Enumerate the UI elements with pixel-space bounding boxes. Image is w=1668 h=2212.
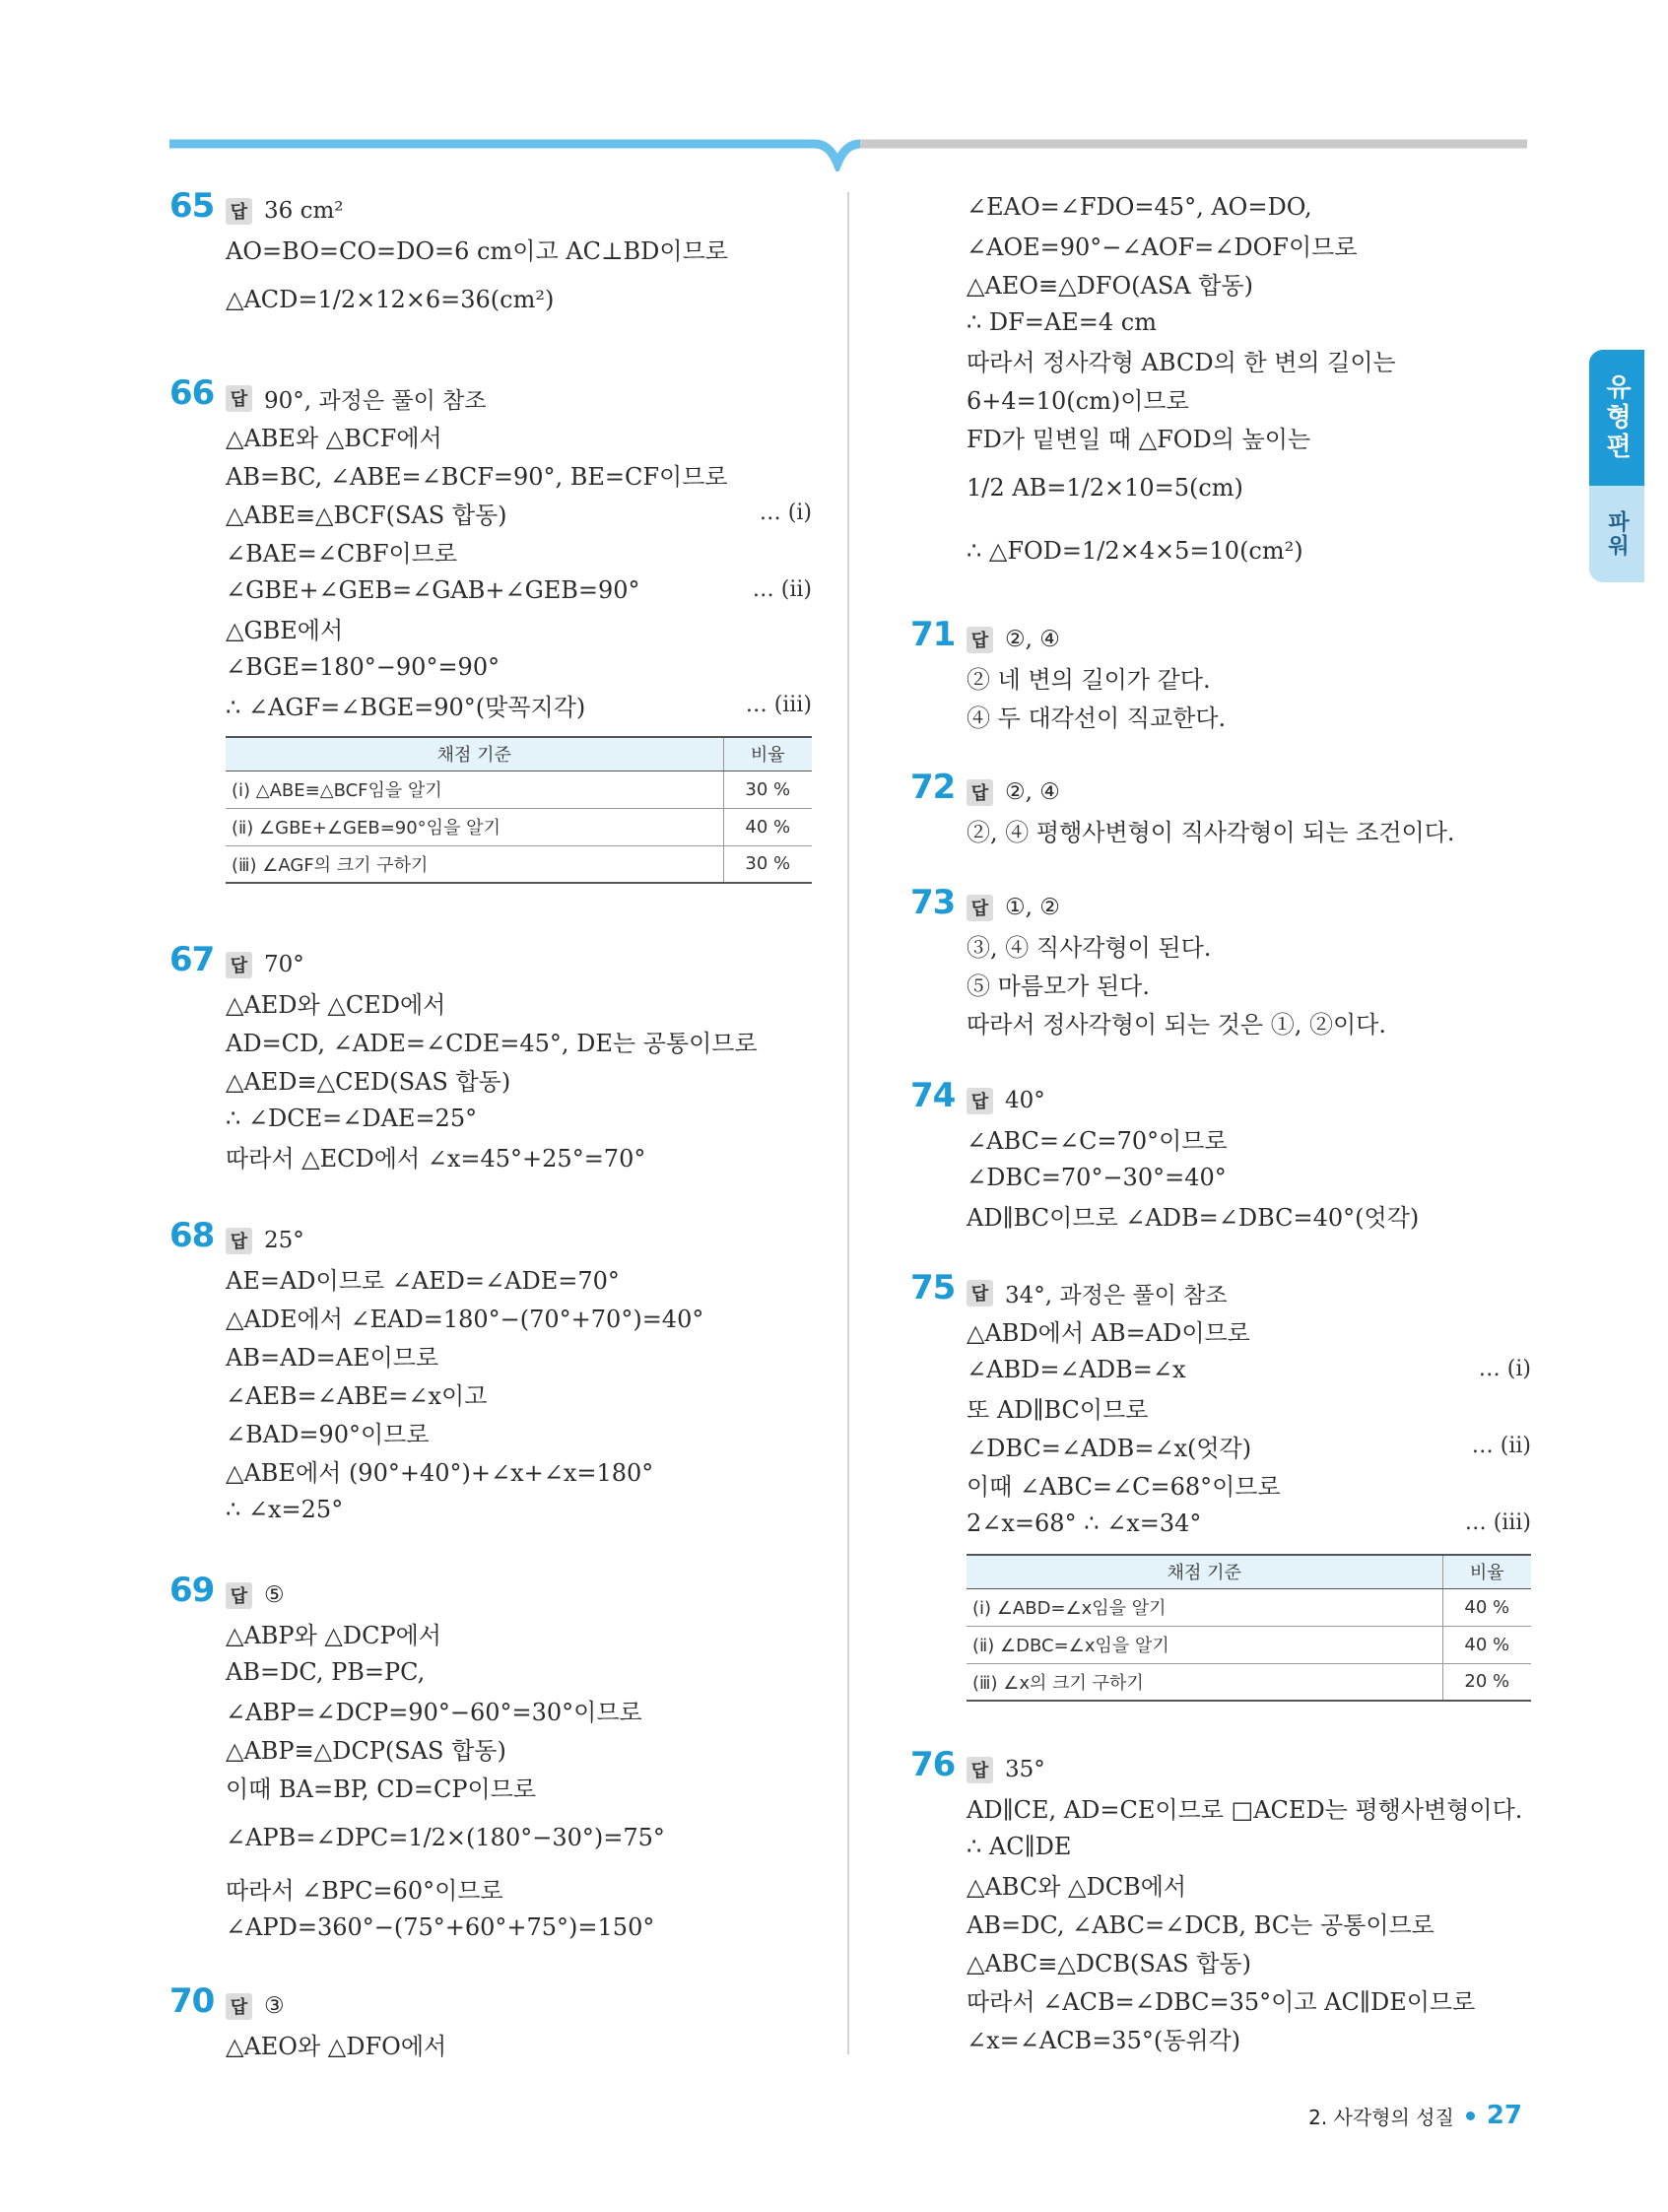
problem-number: 73 [910, 883, 956, 922]
solution-text: △ABE≡△BCF(SAS 합동) [226, 502, 507, 529]
column-divider [847, 192, 849, 2054]
solution-text: ∠DBC=70°−30°=40° [967, 1163, 1227, 1191]
solution-line [967, 264, 1531, 302]
grading-ratio: 20 % [1442, 1663, 1531, 1701]
problem-number: 75 [910, 1268, 956, 1307]
answer-row [967, 1274, 1531, 1311]
solution-line [226, 268, 812, 331]
solution-text: 또 AD∥BC이므로 [967, 1396, 1149, 1424]
solution-line [226, 1022, 812, 1060]
solution-text: 따라서 ∠BPC=60°이므로 [226, 1877, 503, 1905]
solution-line [967, 965, 1531, 1003]
solution-line [967, 1388, 1531, 1427]
problem-block [910, 883, 1531, 1041]
grading-ratio: 30 % [723, 845, 812, 883]
step-marker: … (ⅰ) [759, 501, 812, 525]
grading-criterion: (ⅱ) ∠DBC=∠x임을 알기 [967, 1626, 1442, 1663]
answer-text: 25° [264, 1228, 304, 1253]
solution-text: ∠GBE+∠GEB=∠GAB+∠GEB=90° [226, 575, 640, 604]
solution-text: ∠BGE=180°−90°=90° [226, 652, 500, 681]
problem-block [910, 768, 1531, 849]
solution-line [226, 1691, 812, 1729]
solution-text: ∠ABD=∠ADB=∠x [967, 1355, 1186, 1383]
answer-badge-icon: 답 [967, 895, 993, 921]
solution-line [967, 2019, 1531, 2057]
answer-badge-icon: 답 [226, 952, 252, 978]
grading-table [226, 736, 812, 884]
answer-row [967, 621, 1531, 658]
problem-block [169, 1216, 812, 1528]
solution-line [226, 1614, 812, 1652]
solution-text: AB=DC, ∠ABC=∠DCB, BC는 공통이므로 [967, 1911, 1434, 1939]
solution-line [226, 1652, 812, 1691]
answer-badge-icon: 답 [226, 1228, 252, 1254]
answer-badge-icon: 답 [967, 1280, 993, 1307]
answer-text: ①, ② [1005, 895, 1060, 920]
solution-line [226, 230, 812, 268]
grading-row [226, 771, 812, 808]
solution-text: ∠APD=360°−(75°+60°+75°)=150° [226, 1912, 655, 1941]
solution-line [967, 187, 1531, 226]
solution-text: 2∠x=68° ∴ ∠x=34° [967, 1508, 1202, 1537]
answer-text: ②, ④ [1005, 779, 1060, 805]
answer-badge-icon: 답 [226, 385, 252, 412]
grading-row [226, 845, 812, 883]
problem-block [169, 1981, 812, 2063]
page-footer [1308, 2101, 1522, 2130]
solution-text: 1/2 AB=1/2×10=5(cm) [967, 474, 1243, 502]
solution-line [967, 1311, 1531, 1350]
solution-text: △GBE에서 [226, 617, 344, 644]
solution-line [967, 456, 1531, 519]
solution-line [967, 379, 1531, 418]
solution-body [967, 889, 1531, 1041]
answer-row [226, 1222, 812, 1259]
solution-line [967, 302, 1531, 341]
grading-ratio: 40 % [1442, 1588, 1531, 1626]
problem-number: 71 [910, 615, 956, 654]
solution-line [226, 570, 812, 609]
answer-text: 34°, 과정은 풀이 참조 [1005, 1282, 1228, 1308]
problem-block [169, 373, 812, 884]
grading-row [226, 808, 812, 845]
solution-body [226, 379, 812, 884]
answer-badge-icon: 답 [226, 1993, 252, 2020]
grading-criterion: (ⅱ) ∠GBE+∠GEB=90°임을 알기 [226, 808, 723, 845]
answer-badge-icon: 답 [967, 779, 993, 806]
solution-line [967, 1465, 1531, 1504]
solution-text: 이때 BA=BP, CD=CP이므로 [226, 1776, 537, 1803]
answer-badge-icon: 답 [967, 627, 993, 653]
answer-badge-icon: 답 [967, 1757, 993, 1783]
solution-text: ∴ ∠DCE=∠DAE=25° [226, 1104, 478, 1132]
answer-text: 36 cm² [264, 198, 344, 224]
solution-line [967, 926, 1531, 965]
problem-number: 70 [169, 1981, 215, 2021]
solution-text: △ABE와 △BCF에서 [226, 425, 442, 452]
grading-header-criteria: 채점 기준 [226, 737, 723, 771]
solution-text: ∠AEB=∠ABE=∠x이고 [226, 1382, 488, 1410]
solution-line [226, 1413, 812, 1451]
grading-criterion: (ⅲ) ∠x의 크기 구하기 [967, 1663, 1442, 1701]
problem-block [910, 1268, 1531, 1702]
solution-body [226, 946, 812, 1175]
solution-text: ∴ AC∥DE [967, 1832, 1072, 1860]
solution-text: AB=AD=AE이므로 [226, 1344, 439, 1372]
solution-text: ∠DBC=∠ADB=∠x(엇각) [967, 1435, 1252, 1462]
solution-text: ∴ ∠x=25° [226, 1495, 344, 1523]
problem-block [169, 186, 812, 331]
solution-text: 따라서 ∠ACB=∠DBC=35°이고 AC∥DE이므로 [967, 1988, 1476, 2016]
answer-row [226, 1576, 812, 1614]
solution-body [967, 1082, 1531, 1235]
solution-line [226, 1908, 812, 1946]
grading-header-criteria: 채점 기준 [967, 1555, 1442, 1588]
solution-body [967, 1751, 1531, 2057]
solution-line [967, 1003, 1531, 1041]
solution-text: ⑤ 마름모가 된다. [967, 972, 1150, 1000]
footer-dot-icon [1466, 2111, 1475, 2120]
solution-text: 따라서 △ECD에서 ∠x=45°+25°=70° [226, 1145, 646, 1173]
solution-text: ∠x=∠ACB=35°(동위각) [967, 2027, 1241, 2054]
solution-line [226, 1336, 812, 1374]
grading-criterion: (ⅰ) ∠ABD=∠x임을 알기 [967, 1588, 1442, 1626]
solution-text: △ACD=1/2×12×6=36(cm²) [226, 286, 555, 313]
problem-block [169, 940, 812, 1175]
solution-line [967, 1350, 1531, 1388]
problem-number: 67 [169, 940, 215, 979]
step-marker: … (ⅱ) [1471, 1434, 1531, 1458]
solution-line [226, 609, 812, 647]
solution-line [226, 1451, 812, 1490]
grading-criterion: (ⅲ) ∠AGF의 크기 구하기 [226, 845, 723, 883]
problem-block [910, 187, 1531, 582]
solution-text: AD∥BC이므로 ∠ADB=∠DBC=40°(엇각) [967, 1204, 1420, 1232]
answer-row [967, 889, 1531, 926]
grading-header-ratio: 비율 [1442, 1555, 1531, 1588]
solution-text: △AEO와 △DFO에서 [226, 2033, 447, 2060]
solution-text: △ABP≡△DCP(SAS 합동) [226, 1737, 506, 1765]
problem-block [910, 1745, 1531, 2057]
solution-line [226, 647, 812, 686]
problem-block [169, 1571, 812, 1946]
section-tab[interactable] [1589, 350, 1644, 582]
grading-ratio: 40 % [723, 808, 812, 845]
solution-text: ∠EAO=∠FDO=45°, AO=DO, [967, 192, 1312, 221]
solution-text: AO=BO=CO=DO=6 cm이고 AC⊥BD이므로 [226, 237, 728, 265]
solution-line [226, 1374, 812, 1413]
answer-badge-icon: 답 [226, 1582, 252, 1609]
solution-line [967, 1119, 1531, 1158]
problem-block [910, 1076, 1531, 1235]
solution-line [226, 1060, 812, 1099]
solution-line [967, 226, 1531, 264]
solution-line [967, 1196, 1531, 1235]
solution-text: ∴ DF=AE=4 cm [967, 307, 1157, 336]
answer-row [967, 773, 1531, 811]
solution-body [967, 621, 1531, 735]
problem-number: 66 [169, 373, 215, 413]
solution-line [226, 1137, 812, 1175]
answer-row [967, 1751, 1531, 1788]
solution-text: △ABC와 △DCB에서 [967, 1873, 1187, 1901]
solution-line [226, 417, 812, 455]
grading-criterion: (ⅰ) △ABE≡△BCF임을 알기 [226, 771, 723, 808]
problem-number: 72 [910, 768, 956, 807]
solution-text: AD=CD, ∠ADE=∠CDE=45°, DE는 공통이므로 [226, 1030, 758, 1057]
step-marker: … (ⅰ) [1478, 1357, 1531, 1381]
solution-line [967, 1504, 1531, 1542]
solution-body [967, 1274, 1531, 1702]
solution-text: 따라서 정사각형이 되는 것은 ①, ②이다. [967, 1011, 1386, 1039]
solution-text: ② 네 변의 길이가 같다. [967, 666, 1211, 694]
grading-table [967, 1554, 1531, 1702]
solution-line [967, 1865, 1531, 1904]
solution-body [967, 187, 1531, 582]
solution-text: ③, ④ 직사각형이 된다. [967, 934, 1212, 962]
solution-text: ∠ABP=∠DCP=90°−60°=30°이므로 [226, 1699, 642, 1726]
solution-line [226, 1869, 812, 1908]
problem-number: 74 [910, 1076, 956, 1115]
solution-text: △ABD에서 AB=AD이므로 [967, 1319, 1250, 1347]
grading-row [967, 1588, 1531, 1626]
solution-line [226, 2025, 812, 2063]
solution-text: AB=BC, ∠ABE=∠BCF=90°, BE=CF이므로 [226, 463, 728, 491]
grading-row [967, 1663, 1531, 1701]
solution-line [226, 686, 812, 724]
solution-text: ∠APB=∠DPC=1/2×(180°−30°)=75° [226, 1824, 665, 1851]
solution-body [226, 1987, 812, 2063]
solution-body [226, 192, 812, 331]
solution-line [967, 1827, 1531, 1865]
answer-row [226, 379, 812, 417]
solution-text: AE=AD이므로 ∠AED=∠ADE=70° [226, 1267, 620, 1295]
solution-line [967, 658, 1531, 697]
solution-text: 따라서 정사각형 ABCD의 한 변의 길이는 [967, 349, 1396, 376]
problem-number: 65 [169, 186, 215, 226]
solution-line [967, 1158, 1531, 1196]
answer-text: ②, ④ [1005, 627, 1060, 652]
solution-text: △AED≡△CED(SAS 합동) [226, 1068, 511, 1096]
solution-line [967, 1788, 1531, 1827]
solution-text: △ABC≡△DCB(SAS 합동) [967, 1950, 1251, 1977]
problem-number: 69 [169, 1571, 215, 1610]
solution-line [967, 519, 1531, 582]
solution-line [226, 1490, 812, 1528]
solution-text: ②, ④ 평행사변형이 직사각형이 되는 조건이다. [967, 819, 1455, 846]
answer-row [226, 192, 812, 230]
solution-text: 이때 ∠ABC=∠C=68°이므로 [967, 1473, 1281, 1501]
chapter-title: 2. 사각형의 성질 [1308, 2105, 1454, 2129]
answer-row [226, 946, 812, 983]
solution-line [967, 341, 1531, 379]
step-marker: … (ⅱ) [752, 577, 812, 602]
answer-text: 90°, 과정은 풀이 참조 [264, 387, 487, 414]
solution-text: △ABE에서 (90°+40°)+∠x+∠x=180° [226, 1459, 654, 1487]
solution-text: ∠AOE=90°−∠AOF=∠DOF이므로 [967, 234, 1358, 261]
answer-badge-icon: 답 [226, 198, 252, 225]
solution-line [967, 1427, 1531, 1465]
solution-line [967, 697, 1531, 735]
solution-line [967, 811, 1531, 849]
solution-line [226, 494, 812, 532]
grading-ratio: 40 % [1442, 1626, 1531, 1663]
problem-number: 68 [169, 1216, 215, 1255]
solution-line [967, 1904, 1531, 1942]
problem-number: 76 [910, 1745, 956, 1784]
section-tab-sub: 파워 [1589, 486, 1644, 582]
solution-line [226, 1806, 812, 1869]
solution-text: AD∥CE, AD=CE이므로 □ACED는 평행사변형이다. [967, 1796, 1523, 1824]
answer-row [226, 1987, 812, 2025]
answer-text: 40° [1005, 1088, 1045, 1113]
solution-line [967, 418, 1531, 456]
grading-row [967, 1626, 1531, 1663]
solution-line [226, 1099, 812, 1137]
solution-text: ∠BAD=90°이므로 [226, 1421, 430, 1448]
solution-line [967, 1942, 1531, 1980]
answer-text: ③ [264, 1993, 285, 2019]
solution-text: ④ 두 대각선이 직교한다. [967, 704, 1227, 732]
solution-body [967, 773, 1531, 849]
solution-body [226, 1222, 812, 1528]
solution-body [226, 1576, 812, 1946]
solution-line [226, 1729, 812, 1768]
solution-text: 6+4=10(cm)이므로 [967, 387, 1189, 415]
step-marker: … (ⅲ) [745, 693, 812, 717]
header-rule [169, 138, 1527, 171]
solution-text: AB=DC, PB=PC, [226, 1657, 426, 1686]
solution-text: ∴ ∠AGF=∠BGE=90°(맞꼭지각) [226, 694, 586, 721]
solution-line [226, 1259, 812, 1298]
solution-text: △ADE에서 ∠EAD=180°−(70°+70°)=40° [226, 1306, 704, 1333]
solution-line [226, 1298, 812, 1336]
problem-block [910, 615, 1531, 735]
step-marker: … (ⅲ) [1464, 1510, 1531, 1535]
answer-badge-icon: 답 [967, 1088, 993, 1114]
solution-line [967, 1980, 1531, 2019]
solution-text: ∠ABC=∠C=70°이므로 [967, 1127, 1228, 1155]
section-tab-main: 유형편 [1589, 350, 1644, 486]
grading-ratio: 30 % [723, 771, 812, 808]
solution-text: ∴ △FOD=1/2×4×5=10(cm²) [967, 537, 1303, 565]
answer-text: ⑤ [264, 1582, 285, 1608]
grading-header-ratio: 비율 [723, 737, 812, 771]
solution-line [226, 532, 812, 570]
page-number: 27 [1486, 2101, 1522, 2130]
solution-line [226, 983, 812, 1022]
answer-text: 70° [264, 952, 304, 977]
answer-text: 35° [1005, 1757, 1045, 1782]
solution-text: △ABP와 △DCP에서 [226, 1622, 441, 1649]
solution-line [226, 1768, 812, 1806]
answer-row [967, 1082, 1531, 1119]
solution-text: ∠BAE=∠CBF이므로 [226, 540, 458, 568]
solution-text: △AED와 △CED에서 [226, 991, 446, 1019]
solution-text: FD가 밑변일 때 △FOD의 높이는 [967, 426, 1311, 453]
solution-text: △AEO≡△DFO(ASA 합동) [967, 272, 1253, 300]
solution-line [226, 455, 812, 494]
